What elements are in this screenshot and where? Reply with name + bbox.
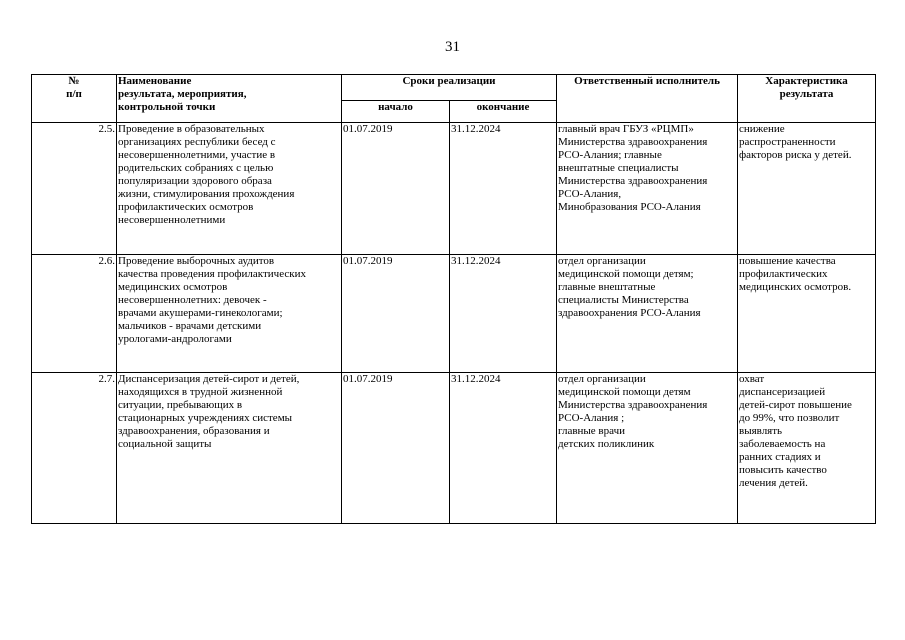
row-number: 2.5.	[32, 123, 117, 255]
row-end-date: 31.12.2024	[450, 373, 557, 524]
header-characteristic	[738, 75, 876, 123]
page-number: 31	[445, 39, 460, 55]
row-result	[738, 123, 876, 255]
header-name-line: Наименование	[118, 75, 192, 87]
header-start: начало	[342, 101, 450, 123]
row-name-line: Диспансеризация детей-сирот и детей,	[118, 373, 300, 385]
row-result-line: до 99%, что позволит	[739, 412, 840, 424]
row-executor	[557, 123, 738, 255]
row-name-line: врачами акушерами-гинекологами;	[118, 307, 283, 319]
row-result-line: заболеваемость на	[739, 438, 826, 450]
header-name-line: контрольной точки	[118, 101, 216, 113]
row-name-line: профилактических осмотров	[118, 201, 254, 213]
row-executor-line: Министерства здравоохранения	[558, 136, 708, 148]
header-end: окончание	[450, 101, 557, 123]
row-name	[117, 255, 342, 373]
row-name	[117, 123, 342, 255]
row-name-line: жизни, стимулирования прохождения	[118, 188, 295, 200]
row-executor-line: медицинской помощи детям	[558, 386, 691, 398]
row-name-line: ситуации, пребывающих в	[118, 399, 243, 411]
activities-table	[31, 74, 876, 524]
row-name-line: несовершеннолетних: девочек -	[118, 294, 267, 306]
header-number-sign: №	[68, 75, 80, 87]
header-characteristic-line: Характеристика	[765, 75, 848, 87]
row-result-line: лечения детей.	[739, 477, 808, 489]
row-executor-line: Министерства здравоохранения	[558, 399, 708, 411]
header-name	[117, 75, 342, 123]
row-name-line: находящихся в трудной жизненной	[118, 386, 283, 398]
row-result-line: детей-сирот повышение	[739, 399, 852, 411]
row-executor-line: Минобразования РСО-Алания	[558, 201, 701, 213]
header-executor: Ответственный исполнитель	[557, 75, 738, 123]
row-result-line: ранних стадиях и	[739, 451, 821, 463]
row-executor-line: медицинской помощи детям;	[558, 268, 694, 280]
row-name-line: несовершеннолетними	[118, 214, 226, 226]
row-result-line: медицинских осмотров.	[739, 281, 852, 293]
row-result-line: профилактических	[739, 268, 828, 280]
header-number-abbr: п/п	[66, 88, 82, 100]
row-name-line: качества проведения профилактических	[118, 268, 306, 280]
row-executor-line: главные внештатные	[558, 281, 656, 293]
row-end-date: 31.12.2024	[450, 123, 557, 255]
row-executor-line: отдел организации	[558, 255, 646, 267]
row-number: 2.6.	[32, 255, 117, 373]
row-start-date: 01.07.2019	[342, 255, 450, 373]
header-name-line: результата, мероприятия,	[118, 88, 247, 100]
row-name-line: родительских собраниях с целью	[118, 162, 274, 174]
table-row	[32, 373, 876, 524]
row-executor-line: РСО-Алания; главные	[558, 149, 662, 161]
row-executor-line: внештатные специалисты	[558, 162, 679, 174]
row-executor	[557, 255, 738, 373]
table-row	[32, 123, 876, 255]
row-result-line: повышение качества	[739, 255, 836, 267]
header-characteristic-line: результата	[779, 88, 834, 100]
row-number: 2.7.	[32, 373, 117, 524]
row-start-date: 01.07.2019	[342, 373, 450, 524]
row-name-line: Проведение выборочных аудитов	[118, 255, 275, 267]
row-name-line: социальной защиты	[118, 438, 212, 450]
row-name-line: мальчиков - врачами детскими	[118, 320, 262, 332]
row-executor	[557, 373, 738, 524]
row-name-line: стационарных учреждениях системы	[118, 412, 293, 424]
row-name-line: Проведение в образовательных	[118, 123, 265, 135]
row-result	[738, 255, 876, 373]
header-number	[32, 75, 117, 123]
table-header	[32, 75, 876, 123]
row-result	[738, 373, 876, 524]
row-executor-line: главный врач ГБУЗ «РЦМП»	[558, 123, 694, 135]
row-end-date: 31.12.2024	[450, 255, 557, 373]
row-name-line: организациях республики бесед с	[118, 136, 276, 148]
row-executor-line: специалисты Министерства	[558, 294, 689, 306]
row-result-line: факторов риска у детей.	[739, 149, 852, 161]
row-name-line: здравоохранения, образования и	[118, 425, 270, 437]
row-result-line: выявлять	[739, 425, 783, 437]
row-executor-line: РСО-Алания,	[558, 188, 622, 200]
row-executor-line: детских поликлиник	[558, 438, 655, 450]
row-name-line: урологами-андрологами	[118, 333, 232, 345]
row-name-line: популяризации здорового образа	[118, 175, 272, 187]
row-start-date: 01.07.2019	[342, 123, 450, 255]
row-executor-line: РСО-Алания ;	[558, 412, 625, 424]
row-name	[117, 373, 342, 524]
row-name-line: медицинских осмотров	[118, 281, 228, 293]
row-result-line: диспансеризацией	[739, 386, 826, 398]
row-result-line: снижение	[739, 123, 785, 135]
row-executor-line: здравоохранения РСО-Алания	[558, 307, 701, 319]
row-result-line: охват	[739, 373, 765, 385]
header-terms: Сроки реализации	[342, 75, 557, 101]
row-result-line: повысить качество	[739, 464, 827, 476]
row-name-line: несовершеннолетними, участие в	[118, 149, 276, 161]
row-executor-line: отдел организации	[558, 373, 646, 385]
table-row	[32, 255, 876, 373]
row-executor-line: главные врачи	[558, 425, 625, 437]
row-result-line: распространенности	[739, 136, 836, 148]
row-executor-line: Министерства здравоохранения	[558, 175, 708, 187]
